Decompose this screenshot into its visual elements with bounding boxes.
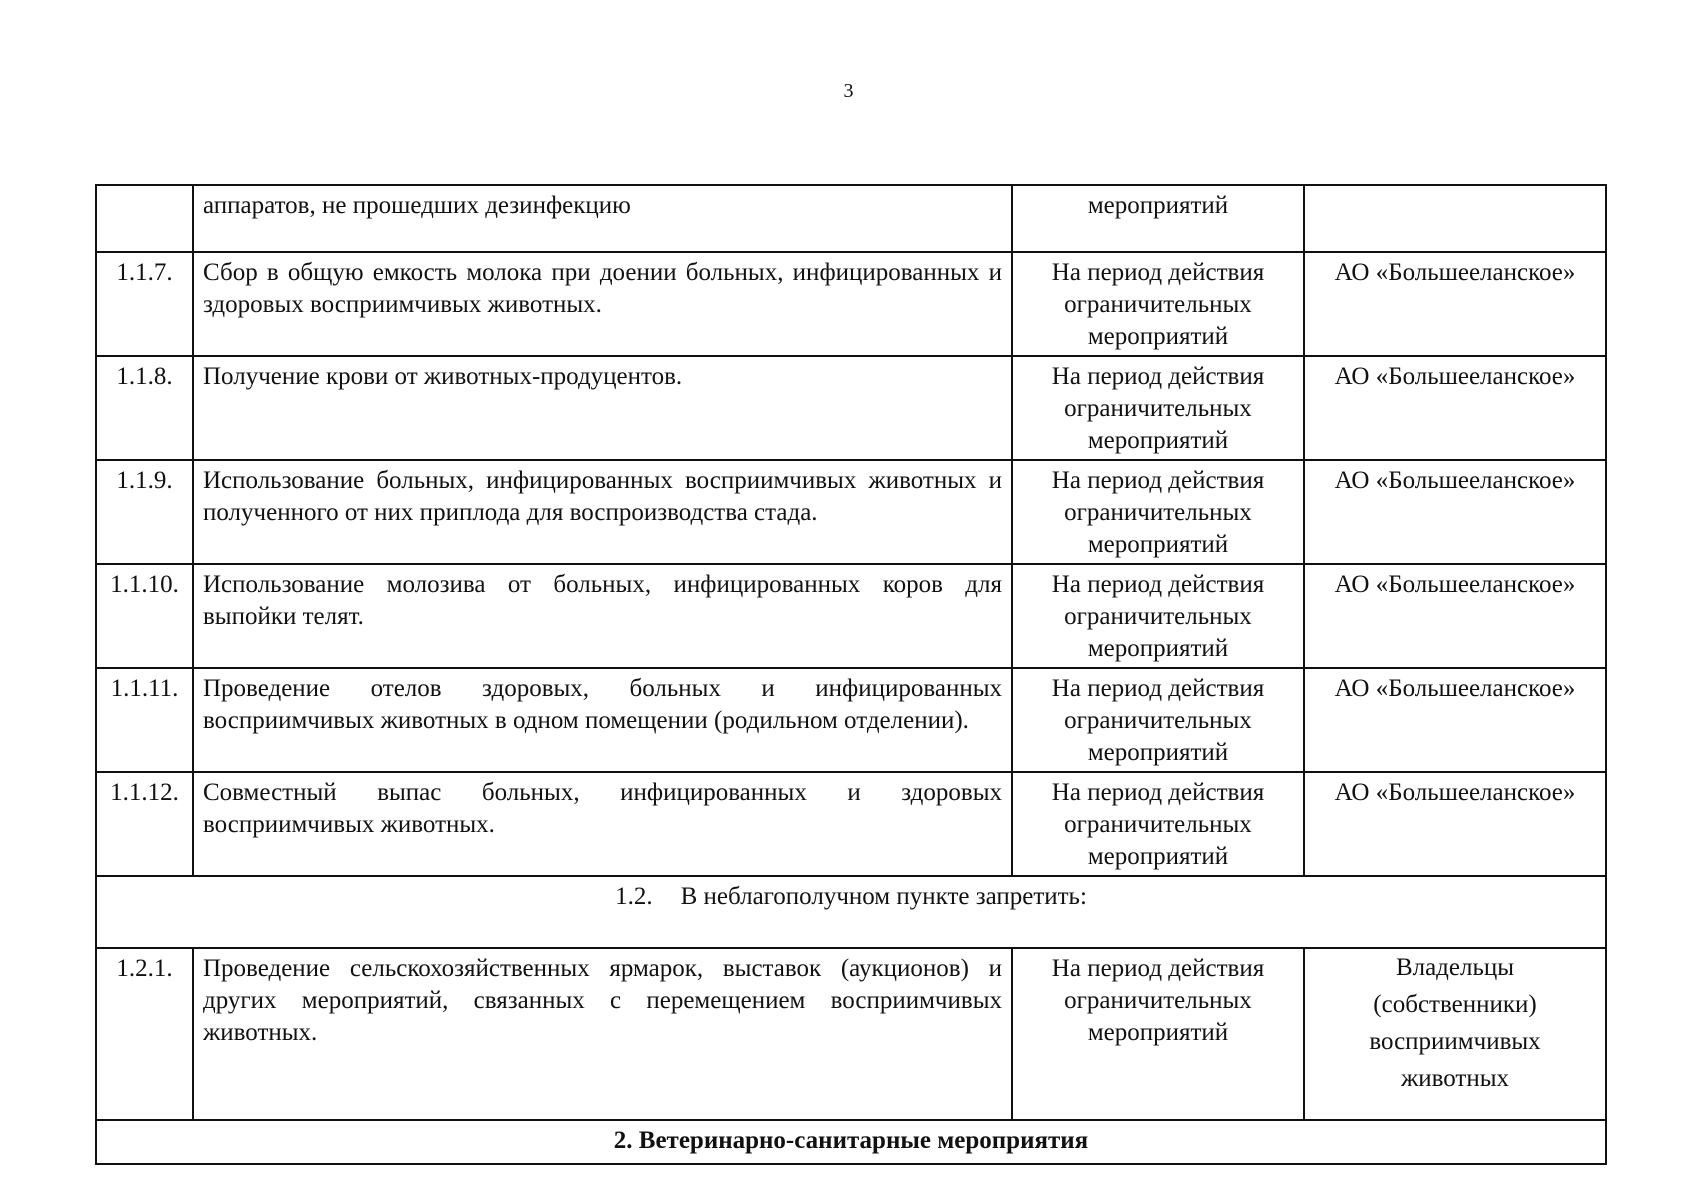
row-number: 1.1.8.: [96, 356, 193, 460]
heading-row: [96, 1120, 1606, 1164]
table-row: [96, 772, 1606, 876]
section-row: [96, 876, 1606, 948]
responsible-party: АО «Большееланское»: [1304, 772, 1606, 876]
section-heading-2: 2. Ветеринарно-санитарные мероприятия: [96, 1120, 1606, 1164]
responsible-party: [1304, 185, 1606, 252]
table-row: [96, 460, 1606, 564]
measures-table: [95, 184, 1607, 1165]
measure-description: Сбор в общую емкость молока при доении больных, инфицированных и здоровых восприимчивых животных.: [193, 252, 1012, 356]
measure-period: мероприятий: [1012, 185, 1304, 252]
responsible-party: АО «Большееланское»: [1304, 356, 1606, 460]
section-title-1-2: [96, 876, 1606, 948]
table-row: [96, 948, 1606, 1120]
measure-period: На период действия ограничительных мероприятий: [1012, 460, 1304, 564]
measure-description: Использование больных, инфицированных восприимчивых животных и полученного от них приплода для воспроизводства стада.: [193, 460, 1012, 564]
responsible-party: АО «Большееланское»: [1304, 668, 1606, 772]
measure-description: Проведение отелов здоровых, больных и инфицированных восприимчивых животных в одном помещении (родильном отделении).: [193, 668, 1012, 772]
measure-period: На период действия ограничительных мероприятий: [1012, 564, 1304, 668]
measure-period: На период действия ограничительных мероприятий: [1012, 772, 1304, 876]
measure-period: На период действия ограничительных мероприятий: [1012, 356, 1304, 460]
measure-period: На период действия ограничительных мероприятий: [1012, 252, 1304, 356]
row-number: [96, 185, 193, 252]
responsible-party: АО «Большееланское»: [1304, 564, 1606, 668]
responsible-party: АО «Большееланское»: [1304, 252, 1606, 356]
section-number: 1.2.: [615, 883, 653, 910]
measure-period: На период действия ограничительных мероприятий: [1012, 668, 1304, 772]
row-number: 1.1.9.: [96, 460, 193, 564]
row-number: 1.1.10.: [96, 564, 193, 668]
measure-description: Использование молозива от больных, инфицированных коров для выпойки телят.: [193, 564, 1012, 668]
table-row: [96, 564, 1606, 668]
responsible-party: АО «Большееланское»: [1304, 460, 1606, 564]
measure-description: Совместный выпас больных, инфицированных и здоровых восприимчивых животных.: [193, 772, 1012, 876]
measure-description: аппаратов, не прошедших дезинфекцию: [193, 185, 1012, 252]
responsible-party: Владельцы (собственники) восприимчивых животных: [1304, 948, 1606, 1120]
table-row: [96, 356, 1606, 460]
row-number: 1.2.1.: [96, 948, 193, 1120]
row-number: 1.1.11.: [96, 668, 193, 772]
row-number: 1.1.12.: [96, 772, 193, 876]
measure-period: На период действия ограничительных мероприятий: [1012, 948, 1304, 1120]
table-row: [96, 668, 1606, 772]
page-number: 3: [843, 80, 854, 102]
measure-description: Проведение сельскохозяйственных ярмарок, выставок (аукционов) и других мероприятий, связанных с перемещением восприимчивых животных.: [193, 948, 1012, 1120]
measure-description: Получение крови от животных-продуцентов.: [193, 356, 1012, 460]
section-text: В неблагополучном пункте запретить:: [680, 883, 1087, 910]
table-row: [96, 185, 1606, 252]
row-number: 1.1.7.: [96, 252, 193, 356]
table-row: [96, 252, 1606, 356]
